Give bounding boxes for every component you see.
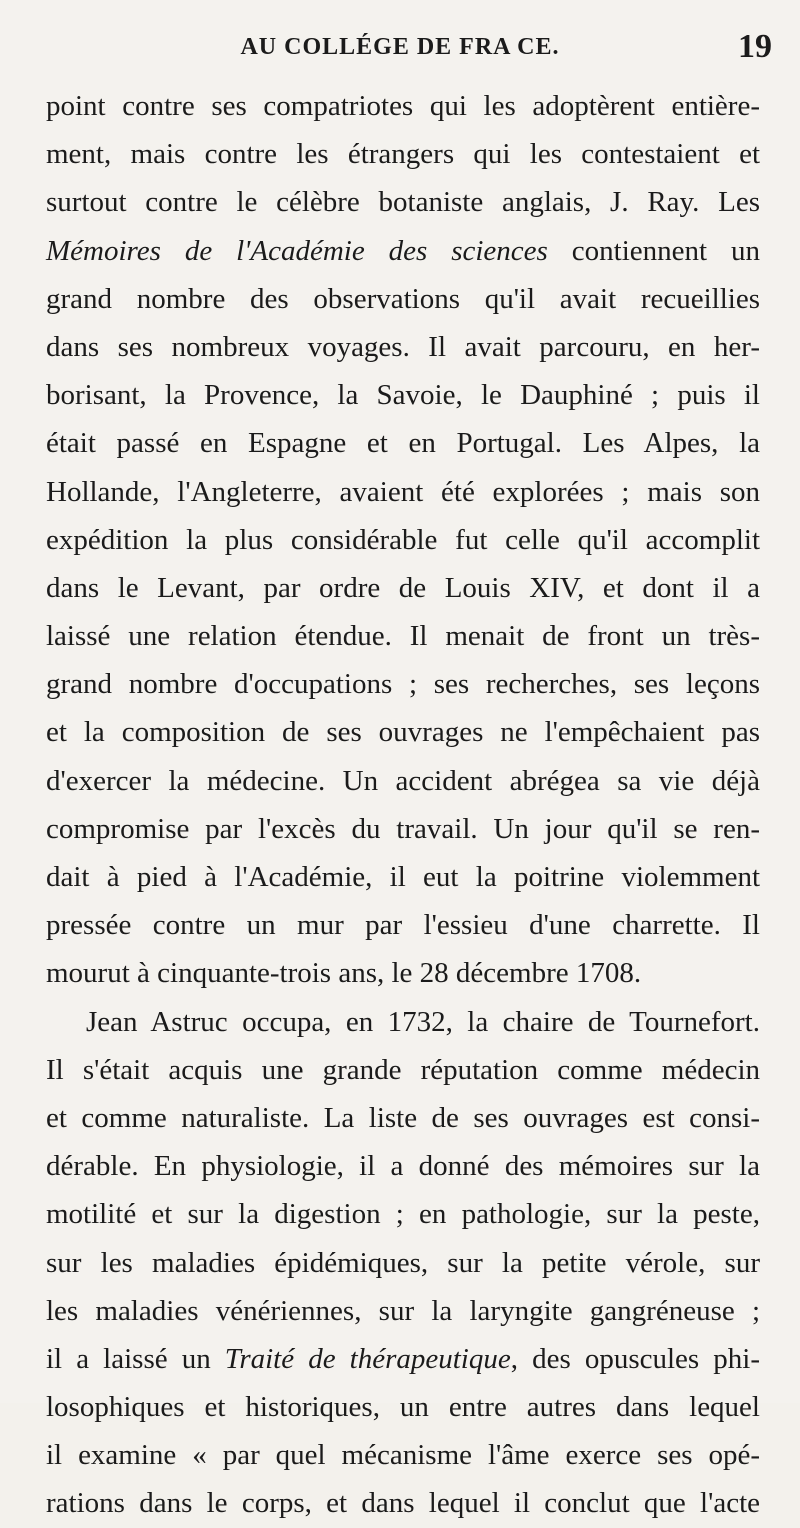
page-header [0,28,800,72]
text-line [46,516,760,564]
text-line [46,371,760,419]
text-segment: les maladies vénériennes, sur la laryngite gangréneuse ; [46,1294,760,1327]
text-segment: d'exercer la médecine. Un accident abrégea sa vie déjà [46,764,760,797]
text-line [46,708,760,756]
text-line [46,998,760,1046]
text-line [46,275,760,323]
text-segment: dans le Levant, par ordre de Louis XIV, et dont il a [46,571,760,604]
text-line [46,1383,760,1431]
italic-title: Mémoires de l'Académie des sciences [46,234,548,267]
text-segment: motilité et sur la digestion ; en pathologie, sur la peste, [46,1198,760,1231]
text-line [46,1479,760,1527]
text-segment: Jean Astruc occupa, en 1732, la chaire de Tournefort. [86,1005,760,1038]
text-line [46,949,760,997]
text-segment: grand nombre des observations qu'il avait recueillies [46,282,760,315]
text-segment: rations dans le corps, et dans lequel il conclut que l'acte [46,1487,760,1520]
text-line [46,1239,760,1287]
text-segment: losophiques et historiques, un entre autres dans lequel [46,1391,760,1424]
text-segment: borisant, la Provence, la Savoie, le Dauphiné ; puis il [46,379,760,412]
text-line [46,660,760,708]
italic-title: Traité de thérapeutique [224,1342,511,1375]
text-line [46,1094,760,1142]
text-segment: pressée contre un mur par l'essieu d'une charrette. Il [46,909,760,942]
text-segment: dait à pied à l'Académie, il eut la poitrine violemment [46,861,760,893]
text-line [46,1142,760,1190]
text-segment: dans ses nombreux voyages. Il avait parcouru, en her- [46,330,760,363]
text-segment: et la composition de ses ouvrages ne l'empêchaient pas [46,716,760,749]
running-title: AU COLLÉGE DE FRA CE. [240,34,560,60]
text-segment: grand nombre d'occupations ; ses recherches, ses leçons [46,668,760,701]
text-segment: était passé en Espagne et en Portugal. Les Alpes, la [46,427,760,460]
text-segment: Il s'était acquis une grande réputation comme médecin [46,1053,760,1086]
text-line [46,757,760,805]
text-line [46,1190,760,1238]
page-number: 19 [738,28,772,65]
text-line [46,227,760,275]
text-segment: mourut à cinquante-trois ans, le 28 décembre 1708. [46,957,642,990]
text-line [46,1287,760,1335]
text-line [46,564,760,612]
body-text [46,82,760,1528]
text-line [46,901,760,949]
text-segment: laissé une relation étendue. Il menait de front un très- [46,620,760,653]
text-line [46,1335,760,1383]
text-segment: Hollande, l'Angleterre, avaient été explorées ; mais son [46,475,760,508]
text-line [46,853,760,901]
text-line [46,1046,760,1094]
text-segment: sur les maladies épidémiques, sur la petite vérole, sur [46,1246,760,1279]
text-segment: et comme naturaliste. La liste de ses ouvrages est consi- [46,1101,760,1134]
text-segment: contiennent un [547,234,760,267]
text-segment: ment, mais contre les étrangers qui les contestaient et [46,138,760,171]
text-segment: surtout contre le célèbre botaniste anglais, J. Ray. Les [46,186,760,219]
text-line [46,1431,760,1479]
text-segment: compromise par l'excès du travail. Un jour qu'il se ren- [46,812,760,845]
text-line [46,130,760,178]
text-line [46,612,760,660]
text-segment: il examine « par quel mécanisme l'âme exerce ses opé- [46,1439,760,1472]
text-segment: point contre ses compatriotes qui les adoptèrent entière- [46,90,760,122]
text-segment: , des opuscules phi- [510,1342,761,1375]
text-line [46,419,760,467]
text-segment: dérable. En physiologie, il a donné des mémoires sur la [46,1150,760,1183]
text-line [46,178,760,226]
text-line [46,82,760,130]
text-segment: expédition la plus considérable fut celle qu'il accomplit [46,523,760,556]
text-line [46,323,760,371]
text-segment: il a laissé un [46,1342,225,1375]
text-line [46,805,760,853]
text-line [46,468,760,516]
